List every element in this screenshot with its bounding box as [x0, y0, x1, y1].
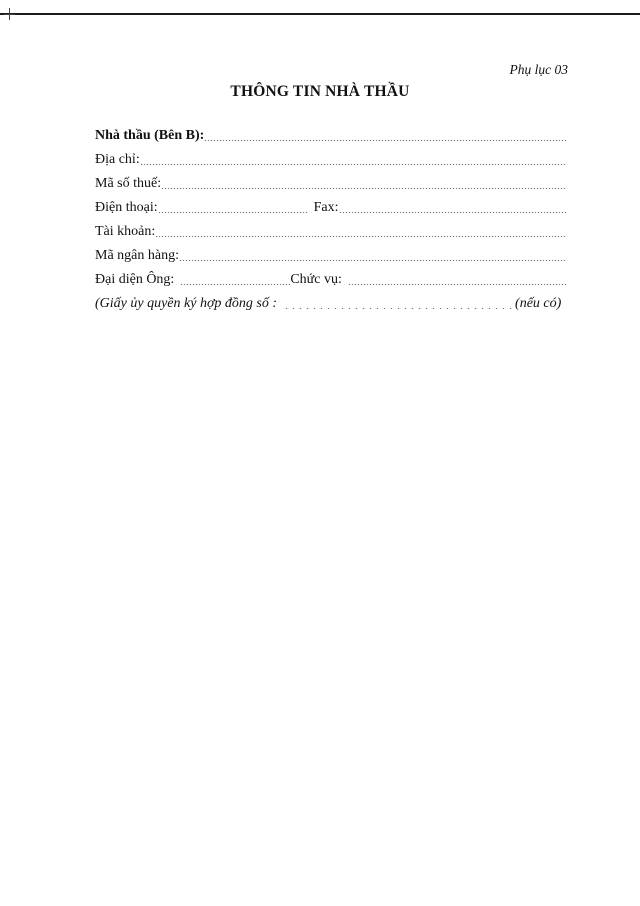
contractor-row — [95, 124, 567, 148]
phone-field[interactable] — [158, 212, 308, 213]
bank-code-label: Mã ngân hàng: — [95, 248, 179, 263]
fax-field[interactable] — [339, 212, 568, 213]
position-label: Chức vụ: — [290, 272, 342, 287]
authorization-label: (Giấy ủy quyền ký hợp đồng số : — [95, 296, 278, 311]
account-label: Tài khoản: — [95, 224, 156, 239]
address-field[interactable] — [140, 164, 567, 165]
authorization-row — [95, 292, 567, 316]
tax-code-label: Mã số thuế: — [95, 176, 162, 191]
address-row — [95, 148, 567, 172]
bank-code-field[interactable] — [179, 260, 567, 261]
appendix-label: Phụ lục 03 — [509, 62, 568, 77]
representative-label: Đại diện Ông: — [95, 272, 175, 287]
fax-label: Fax: — [313, 200, 339, 215]
page-title: THÔNG TIN NHÀ THẦU — [230, 83, 410, 100]
authorization-field[interactable] — [283, 308, 515, 309]
bank-code-row — [95, 244, 567, 268]
phone-fax-row — [95, 196, 567, 220]
position-field[interactable] — [348, 284, 567, 285]
contractor-info-form — [95, 124, 567, 316]
tax-code-field[interactable] — [161, 188, 567, 189]
top-rule — [0, 13, 640, 15]
authorization-suffix: (nếu có) — [515, 296, 562, 311]
phone-label: Điện thoại: — [95, 200, 158, 215]
representative-field[interactable] — [180, 284, 290, 285]
account-field[interactable] — [155, 236, 567, 237]
address-label: Địa chỉ: — [95, 152, 140, 167]
account-row — [95, 220, 567, 244]
tax-code-row — [95, 172, 567, 196]
contractor-label: Nhà thầu (Bên B): — [95, 128, 205, 143]
contractor-field[interactable] — [204, 140, 567, 141]
crosshair-mark-icon — [4, 8, 14, 20]
representative-row — [95, 268, 567, 292]
